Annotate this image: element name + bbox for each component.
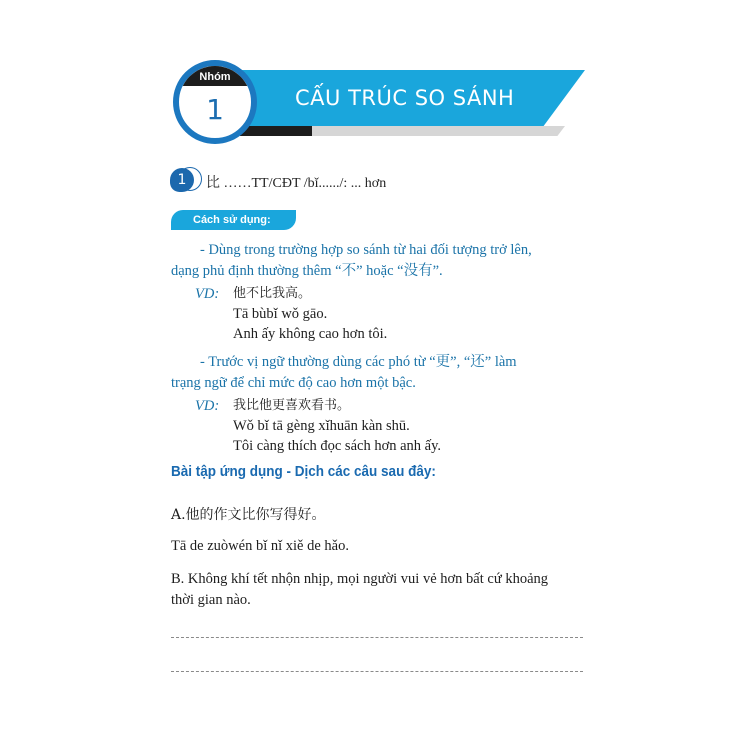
exercise-b-line-1: B. Không khí tết nhộn nhịp, mọi người vui vẻ hơn bất cứ khoảng	[171, 571, 549, 587]
example-pinyin: Wǒ bǐ tā gèng xǐhuān kàn shū.	[233, 418, 410, 434]
exercise-a-pinyin: Tā de zuòwén bǐ nǐ xiě de hǎo.	[171, 538, 349, 554]
example-label: VD:	[195, 398, 220, 414]
rule-2-line-1: - Trước vị ngữ thường dùng các phó từ “更”, “还” làm	[200, 354, 517, 370]
exercise-b-line-2: thời gian nào.	[171, 592, 251, 608]
chapter-title: CẤU TRÚC SO SÁNH	[295, 86, 515, 110]
answer-line	[171, 637, 583, 638]
rule-1-line-1: - Dùng trong trường hợp so sánh từ hai đối tượng trở lên,	[200, 242, 532, 258]
section-number-badge: 1	[170, 168, 194, 192]
usage-tag: Cách sử dụng:	[171, 210, 296, 230]
example-vietnamese: Tôi càng thích đọc sách hơn anh ấy.	[233, 438, 442, 454]
exercise-a-chinese: A.他的作文比你写得好。	[171, 507, 326, 523]
example-vietnamese: Anh ấy không cao hơn tôi.	[233, 326, 388, 342]
example-label: VD:	[195, 286, 220, 302]
group-number: 1	[206, 93, 224, 126]
chapter-banner	[240, 70, 585, 126]
rule-1-line-2: dạng phủ định thường thêm “不” hoặc “没有”.	[171, 263, 443, 279]
example-chinese: 我比他更喜欢看书。	[233, 398, 351, 413]
group-badge	[173, 60, 257, 144]
rule-2-line-2: trạng ngữ để chỉ mức độ cao hơn một bậc.	[171, 375, 416, 391]
exercise-title: Bài tập ứng dụng - Dịch các câu sau đây:	[171, 463, 436, 480]
example-pinyin: Tā bùbǐ wǒ gāo.	[233, 306, 328, 322]
example-chinese: 他不比我高。	[233, 286, 312, 301]
answer-line	[171, 671, 583, 672]
banner-underline-grey	[312, 126, 565, 136]
group-label: Nhóm	[179, 66, 251, 86]
section-title: 比 ……TT/CĐT /bǐ....../: ... hơn	[206, 176, 387, 191]
